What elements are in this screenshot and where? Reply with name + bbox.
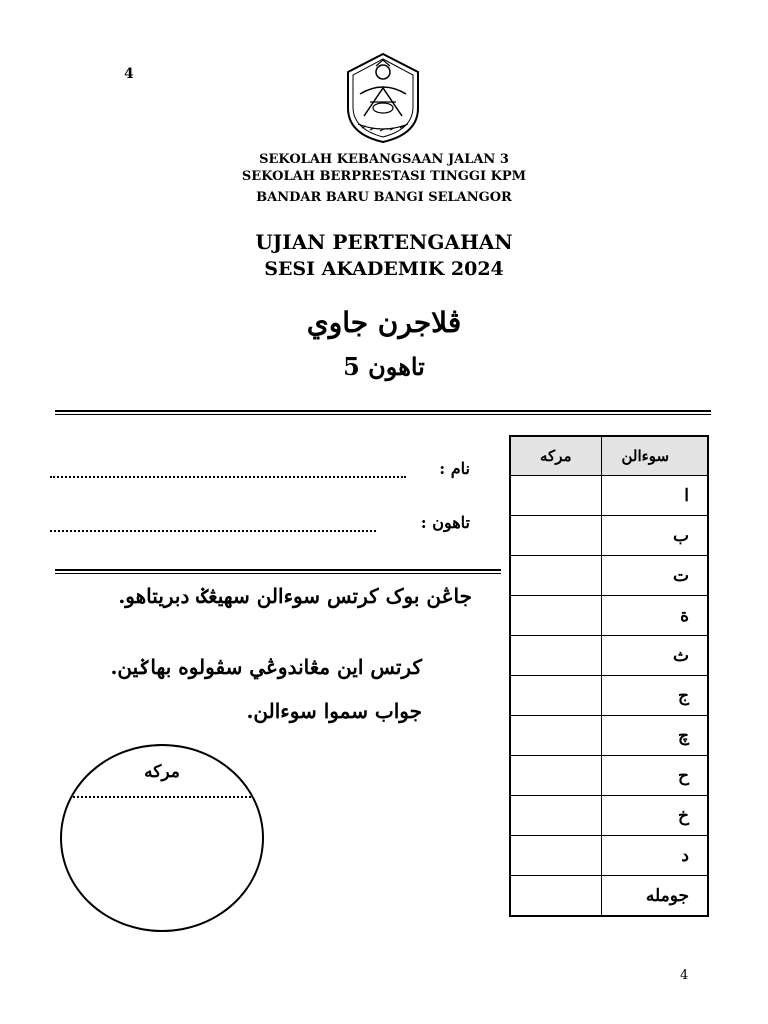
question-label: ث xyxy=(601,636,708,676)
table-row xyxy=(510,676,708,716)
school-status-line: SEKOLAH BERPRESTASI TINGGI KPM xyxy=(241,169,527,184)
table-row xyxy=(510,476,708,516)
question-label: ت xyxy=(601,556,708,596)
page-number-bottom: 4 xyxy=(680,968,689,983)
instruction-answer-all: جواب سموا سوءالن. xyxy=(246,699,422,723)
name-label: نام : xyxy=(439,459,470,478)
name-field[interactable] xyxy=(50,466,406,478)
year-label: تاهون : xyxy=(420,513,470,532)
question-label: د xyxy=(601,836,708,876)
total-marks-cell[interactable] xyxy=(510,876,601,917)
marks-circle-line xyxy=(62,796,262,798)
table-header-row xyxy=(510,436,708,476)
exam-session: SESI AKADEMIK 2024 xyxy=(264,258,504,280)
table-row xyxy=(510,756,708,796)
question-label: ج xyxy=(601,676,708,716)
question-label: ح xyxy=(601,756,708,796)
marks-circle-label: مرکه xyxy=(144,762,180,782)
school-crest-logo xyxy=(340,50,426,144)
subject-title: ڤلاجرن جاوي xyxy=(306,306,462,339)
section-divider-thin xyxy=(55,573,501,574)
marks-cell[interactable] xyxy=(510,636,601,676)
school-name-line: SEKOLAH KEBANGSAAN JALAN 3 xyxy=(259,152,509,167)
header-divider-thin xyxy=(55,414,711,415)
page-number-top: 4 xyxy=(124,66,134,82)
year-field[interactable] xyxy=(50,520,376,532)
table-row xyxy=(510,596,708,636)
table-row xyxy=(510,716,708,756)
table-row xyxy=(510,796,708,836)
marks-cell[interactable] xyxy=(510,716,601,756)
marks-cell[interactable] xyxy=(510,796,601,836)
table-row xyxy=(510,556,708,596)
total-label: جومله xyxy=(601,876,708,917)
year-level: تاهون 5 xyxy=(343,352,425,381)
table-row xyxy=(510,836,708,876)
header-divider xyxy=(55,410,711,412)
question-label: ا xyxy=(601,476,708,516)
marks-cell[interactable] xyxy=(510,516,601,556)
table-row xyxy=(510,636,708,676)
table-total-row xyxy=(510,876,708,917)
header-marks: مرکه xyxy=(510,436,601,476)
marks-cell[interactable] xyxy=(510,596,601,636)
question-label: ة xyxy=(601,596,708,636)
marks-cell[interactable] xyxy=(510,756,601,796)
marks-cell[interactable] xyxy=(510,676,601,716)
question-label: خ xyxy=(601,796,708,836)
question-label: ب xyxy=(601,516,708,556)
instruction-do-not-open: جاڠن بوک کرتس سوءالن سهيڠݢ دبريتاهو. xyxy=(118,584,472,608)
exam-title: UJIAN PERTENGAHAN xyxy=(255,230,513,254)
marks-cell[interactable] xyxy=(510,556,601,596)
school-address-line: BANDAR BARU BANGI SELANGOR xyxy=(256,190,512,205)
marks-circle xyxy=(60,744,264,932)
table-row xyxy=(510,516,708,556)
question-label: چ xyxy=(601,716,708,756)
header-question: سوءالن xyxy=(601,436,708,476)
section-divider xyxy=(55,569,501,571)
marks-cell[interactable] xyxy=(510,836,601,876)
marks-table xyxy=(509,435,709,917)
marks-cell[interactable] xyxy=(510,476,601,516)
instruction-ten-parts: کرتس اين مڠاندوڠي سڤولوه بهاݢين. xyxy=(110,655,422,679)
